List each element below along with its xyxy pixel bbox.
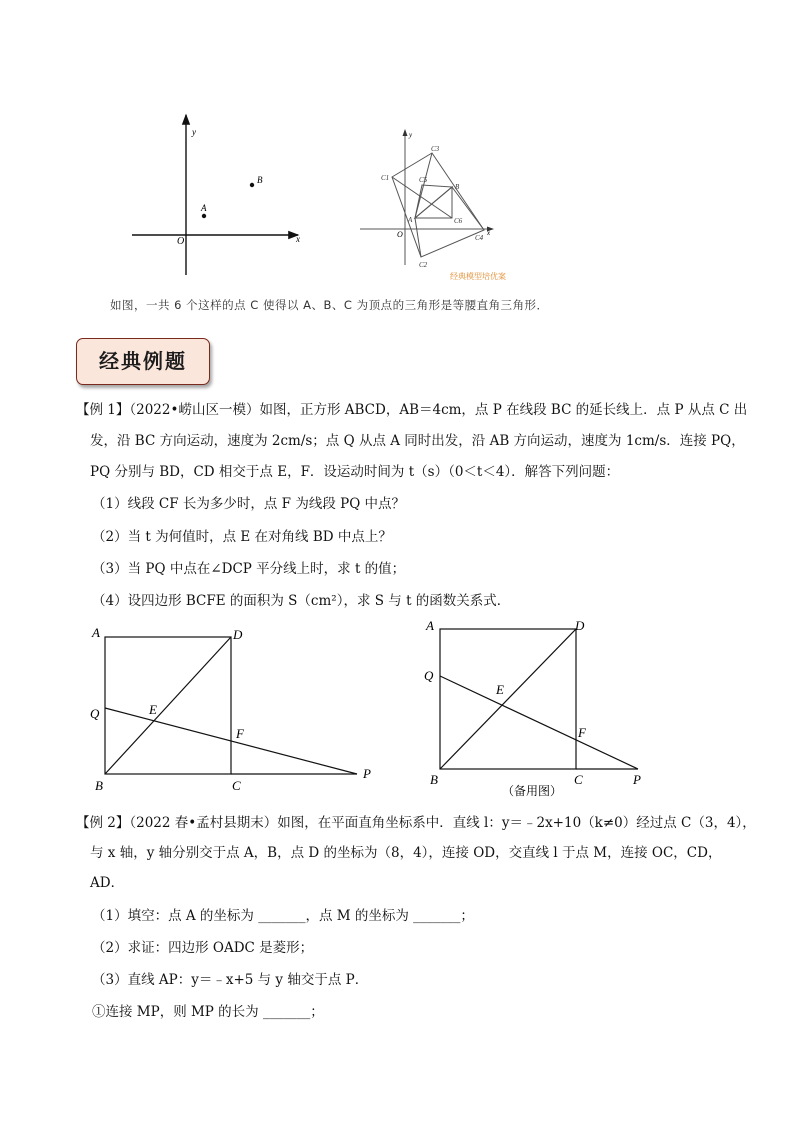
label-b: B <box>430 772 438 787</box>
label-c2: C2 <box>419 261 428 269</box>
figure-caption: 如图，一共 6 个这样的点 C 使得以 A、B、C 为顶点的三角形是等腰直角三角形． <box>110 298 549 312</box>
example2-line-3: AD． <box>90 875 125 891</box>
coordinate-figure-c-points <box>355 125 535 290</box>
label-p: P <box>363 766 371 781</box>
example2-line-1: 【例 2】（2022 春•孟村县期末）如图，在平面直角坐标系中．直线 l：y＝﹣2x+10（k≠0）经过点 C（3，4）， <box>76 815 756 831</box>
example2-question-3: （3）直线 AP：y＝﹣x+5 与 y 轴交于点 P． <box>92 972 369 988</box>
axis-x-label: x <box>487 229 491 237</box>
label-f: F <box>578 725 586 740</box>
label-e: E <box>496 682 504 697</box>
section-title-box <box>76 338 210 385</box>
example2-line-2: 与 x 轴，y 轴分别交于点 A，B，点 D 的坐标为（8，4），连接 OD，交直线 l 于点 M，连接 OC，CD， <box>90 845 722 861</box>
spare-figure-caption: （备用图） <box>502 784 563 798</box>
example2-question-4: ①连接 MP，则 MP 的长为 _______； <box>92 1004 324 1020</box>
diagonal-bd <box>105 637 231 774</box>
point-a-label: A <box>201 203 207 213</box>
label-c3: C3 <box>431 145 440 153</box>
square-figure-spare <box>420 612 660 802</box>
example2-question-1: （1）填空：点 A 的坐标为 _______，点 M 的坐标为 _______； <box>92 908 474 924</box>
label-c5: C5 <box>419 176 428 184</box>
outer-square <box>392 153 484 257</box>
example1-question-4: （4）设四边形 BCFE 的面积为 S（cm²），求 S 与 t 的函数关系式． <box>92 593 511 609</box>
label-c6: C6 <box>454 217 463 225</box>
axis-x-label: x <box>296 234 300 244</box>
watermark-text: 经典模型培优案 <box>450 272 506 281</box>
example1-line-1: 【例 1】（2022•崂山区一模）如图，正方形 ABCD，AB＝4cm，点 P 在线段 BC 的延长线上．点 P 从点 C 出 <box>76 402 748 418</box>
label-a: A <box>426 618 434 633</box>
label-c1: C1 <box>381 174 390 182</box>
section-title: 经典例题 <box>99 349 187 373</box>
label-b: B <box>455 183 460 191</box>
label-c: C <box>232 778 241 793</box>
coordinate-figure-points <box>120 105 320 285</box>
origin-label: O <box>397 230 403 239</box>
square-figure-main <box>85 622 385 797</box>
axis-y-label: y <box>192 127 196 137</box>
label-a: A <box>92 625 100 640</box>
label-q: Q <box>424 668 434 683</box>
point-b <box>250 183 254 187</box>
label-f: F <box>236 726 244 741</box>
label-d: D <box>233 627 243 642</box>
example1-line-3: PQ 分别与 BD，CD 相交于点 E，F．设运动时间为 t（s）（0＜t＜4）．解答下列问题： <box>90 464 620 480</box>
label-c: C <box>574 772 583 787</box>
label-p: P <box>633 772 641 787</box>
segment-c2 <box>415 218 421 257</box>
example1-question-3: （3）当 PQ 中点在∠DCP 平分线上时，求 t 的值； <box>92 561 406 577</box>
example1-line-2: 发，沿 BC 方向运动，速度为 2cm/s；点 Q 从点 A 同时出发，沿 AB 方向运动，速度为 1cm/s．连接 PQ， <box>90 433 745 449</box>
label-a: A <box>408 216 413 224</box>
example1-question-2: （2）当 t 为何值时，点 E 在对角线 BD 中点上？ <box>92 529 392 545</box>
diagonal-bd <box>440 629 576 769</box>
point-b-label: B <box>257 175 263 185</box>
segment-qp <box>440 676 638 769</box>
axis-y-label: y <box>409 131 413 139</box>
label-d: D <box>575 618 585 633</box>
label-b: B <box>95 778 103 793</box>
point-a <box>202 214 206 218</box>
origin-label: O <box>177 236 185 247</box>
label-c4: C4 <box>475 234 484 242</box>
label-q: Q <box>90 706 100 721</box>
label-e: E <box>149 702 157 717</box>
example1-question-1: （1）线段 CF 长为多少时，点 F 为线段 PQ 中点？ <box>92 496 406 512</box>
example2-question-2: （2）求证：四边形 OADC 是菱形； <box>92 940 314 956</box>
